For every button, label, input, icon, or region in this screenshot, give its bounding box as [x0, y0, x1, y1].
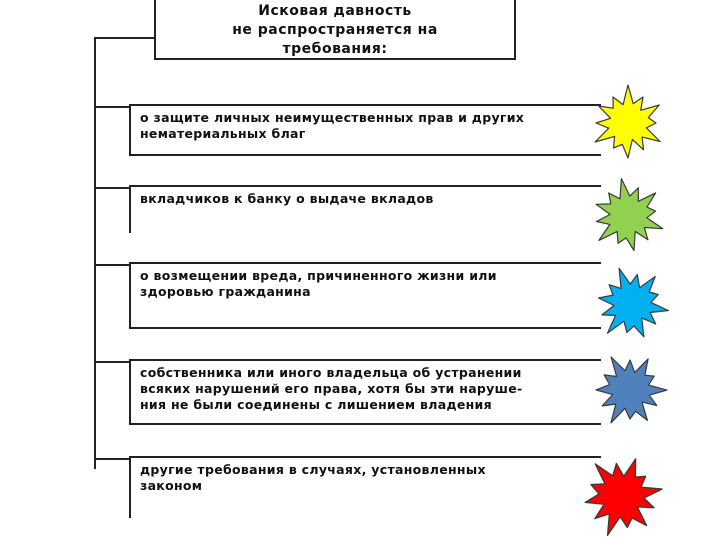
starburst-shape: [596, 357, 667, 423]
requirement-item-4: [129, 359, 601, 425]
header-line-3: требования:: [282, 41, 388, 57]
starburst-shape: [585, 459, 662, 535]
connector-item-1: [94, 106, 129, 108]
item-3-line-1: о возмещении вреда, причиненного жизни или: [140, 268, 497, 283]
item-4-line-3: ния не были соединены с лишением владения: [140, 397, 492, 412]
item-3-line-2: здоровью гражданина: [140, 284, 311, 299]
starburst-shape: [595, 85, 660, 158]
red-star-icon: [578, 452, 666, 540]
connector-trunk: [94, 37, 96, 469]
starburst-shape: [596, 179, 663, 251]
item-1-line-1: о защите личных неимущественных прав и других: [140, 110, 525, 125]
connector-item-3: [94, 264, 129, 266]
connector-item-2: [94, 187, 129, 189]
requirement-item-3: [129, 262, 601, 329]
item-1-line-2: нематериальных благ: [140, 126, 306, 141]
item-4-line-2: всяких нарушений его права, хотя бы эти наруше-: [140, 381, 523, 396]
cyan-star-icon: [592, 264, 672, 344]
yellow-star-icon: [588, 83, 668, 163]
requirement-item-5: [129, 456, 601, 518]
item-2-line-1: вкладчиков к банку о выдаче вкладов: [140, 191, 434, 206]
connector-item-5: [94, 458, 129, 460]
requirement-item-1: [129, 104, 601, 156]
starburst-shape: [599, 268, 669, 337]
connector-item-4: [94, 361, 129, 363]
requirement-item-2: [129, 185, 601, 233]
item-5-line-2: законом: [140, 478, 203, 493]
header-box: [154, 0, 516, 60]
green-star-icon: [588, 176, 668, 256]
item-4-line-1: собственника или иного владельца об устранении: [140, 365, 522, 380]
connector-header: [94, 37, 154, 39]
blue-star-icon: [590, 350, 670, 430]
item-5-line-1: другие требования в случаях, установленных: [140, 462, 486, 477]
header-line-2: не распространяется на: [232, 22, 438, 38]
header-line-1: Исковая давность: [258, 3, 412, 19]
